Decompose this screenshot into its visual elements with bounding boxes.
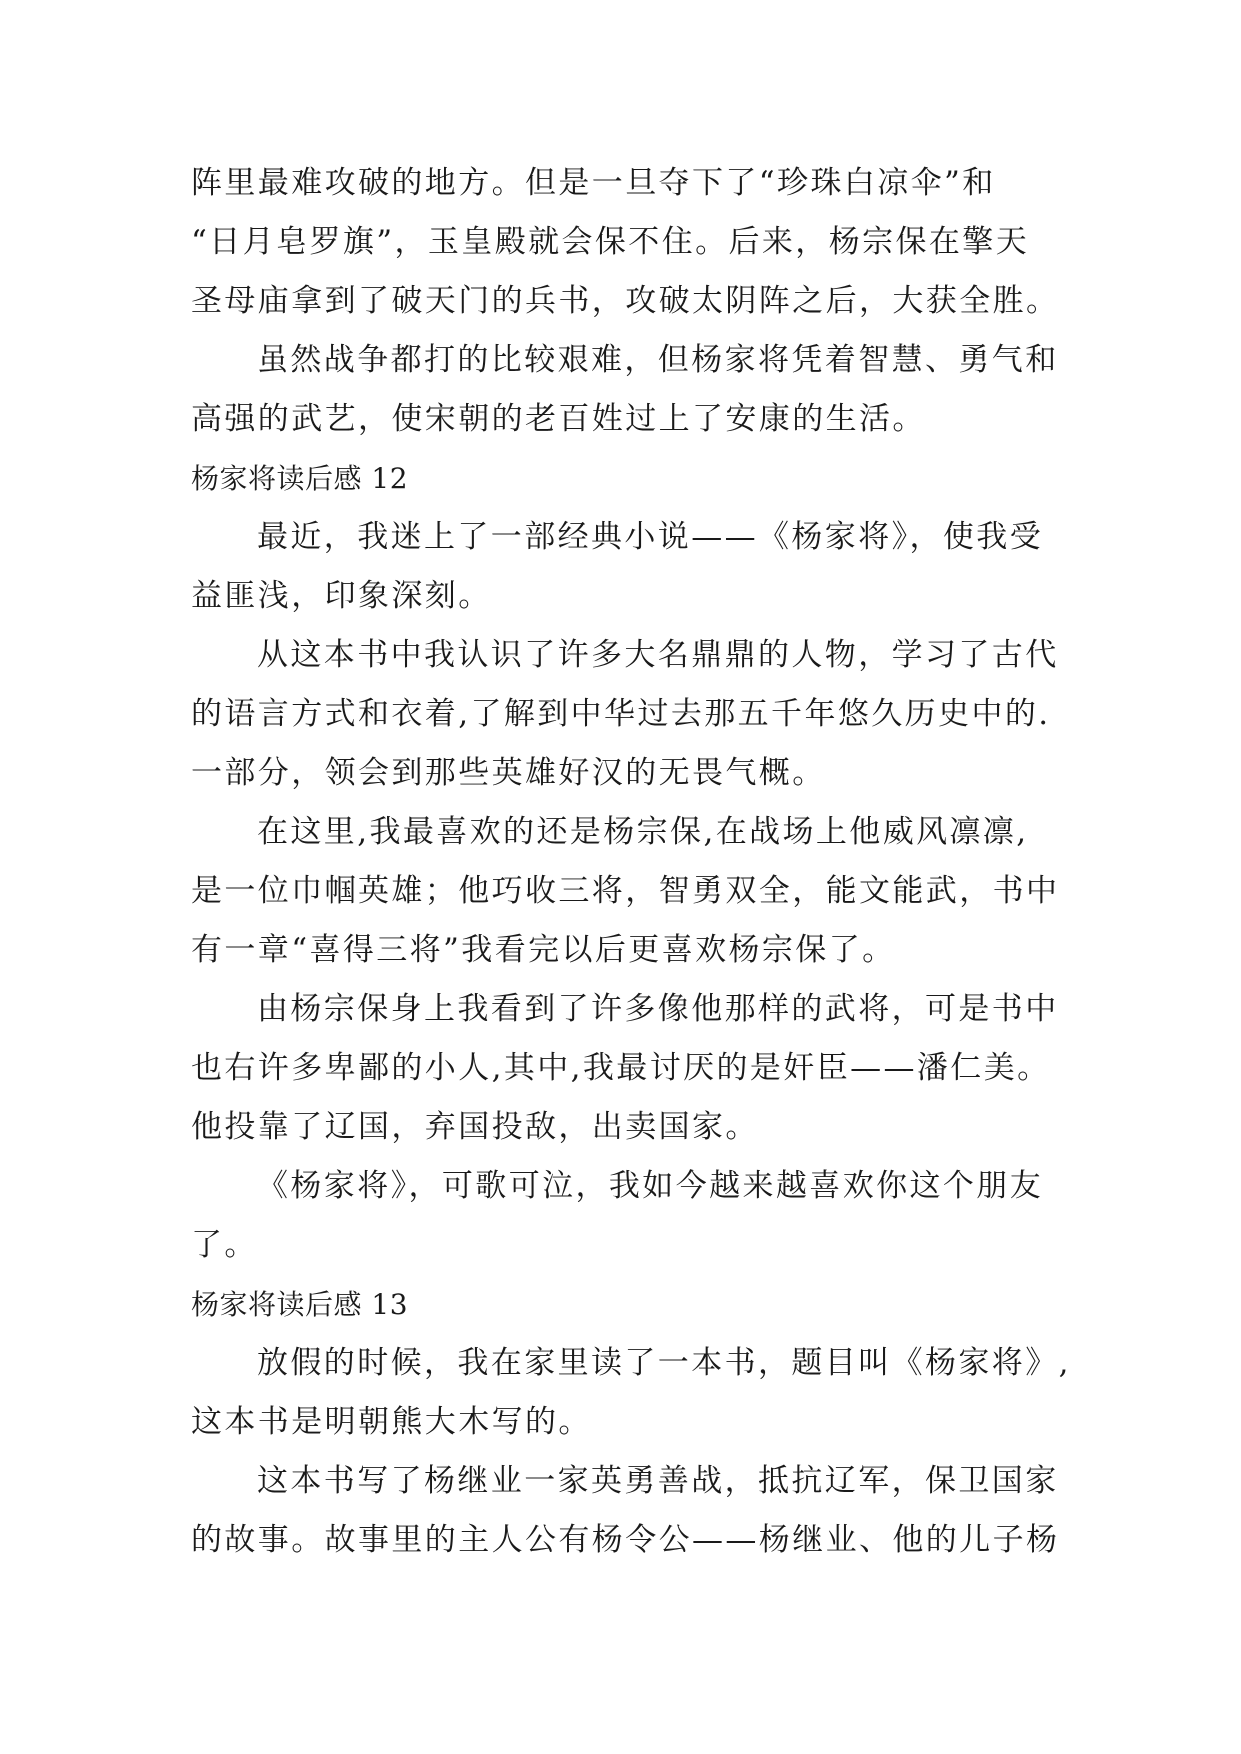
section-heading-12: 杨家将读后感 12 <box>191 462 409 495</box>
paragraph-line: 圣母庙拿到了破天门的兵书，攻破太阴阵之后，大获全胜。 <box>191 283 1060 319</box>
paragraph-line: 一部分，领会到那些英雄好汉的无畏气概。 <box>191 755 826 791</box>
paragraph-first-line: 《杨家将》，可歌可泣，我如今越来越喜欢你这个朋友 <box>257 1168 1044 1204</box>
paragraph-line: 益匪浅，印象深刻。 <box>191 578 492 614</box>
section-heading-13: 杨家将读后感 13 <box>191 1288 409 1321</box>
paragraph-first-line: 放假的时候，我在家里读了一本书，题目叫《杨家将》, <box>257 1345 1071 1381</box>
paragraph-line: 这本书是明朝熊大木写的。 <box>191 1404 592 1440</box>
paragraph-line: 他投靠了辽国，弃国投敌，出卖国家。 <box>191 1109 759 1145</box>
paragraph-first-line: 从这本书中我认识了许多大名鼎鼎的人物，学习了古代 <box>257 637 1059 673</box>
paragraph-line: “日月皂罗旗”，玉皇殿就会保不住。后来，杨宗保在擎天 <box>191 224 1030 260</box>
paragraph-line: 有一章“喜得三将”我看完以后更喜欢杨宗保了。 <box>191 932 896 968</box>
paragraph-line: 也右许多卑鄙的小人,其中,我最讨厌的是奸臣——潘仁美。 <box>191 1050 1051 1086</box>
document-body <box>191 154 1071 1570</box>
paragraph-line: 了。 <box>191 1227 258 1263</box>
paragraph-line: 是一位巾帼英雄；他巧收三将，智勇双全，能文能武，书中 <box>191 873 1060 909</box>
paragraph-first-line: 最近，我迷上了一部经典小说——《杨家将》，使我受 <box>257 519 1044 555</box>
paragraph-first-line: 在这里,我最喜欢的还是杨宗保,在战场上他威风凛凛, <box>257 814 1029 850</box>
paragraph-line: 的故事。故事里的主人公有杨令公——杨继业、他的儿子杨 <box>191 1522 1060 1558</box>
paragraph-first-line: 虽然战争都打的比较艰难，但杨家将凭着智慧、勇气和 <box>257 342 1059 378</box>
paragraph-line: 阵里最难攻破的地方。但是一旦夺下了“珍珠白凉伞”和 <box>191 165 996 201</box>
paragraph-line: 的语言方式和衣着,了解到中华过去那五千年悠久历史中的. <box>191 696 1051 732</box>
paragraph-first-line: 由杨宗保身上我看到了许多像他那样的武将，可是书中 <box>257 991 1059 1027</box>
paragraph-first-line: 这本书写了杨继业一家英勇善战，抵抗辽军，保卫国家 <box>257 1463 1059 1499</box>
paragraph-line: 高强的武艺，使宋朝的老百姓过上了安康的生活。 <box>191 401 926 437</box>
